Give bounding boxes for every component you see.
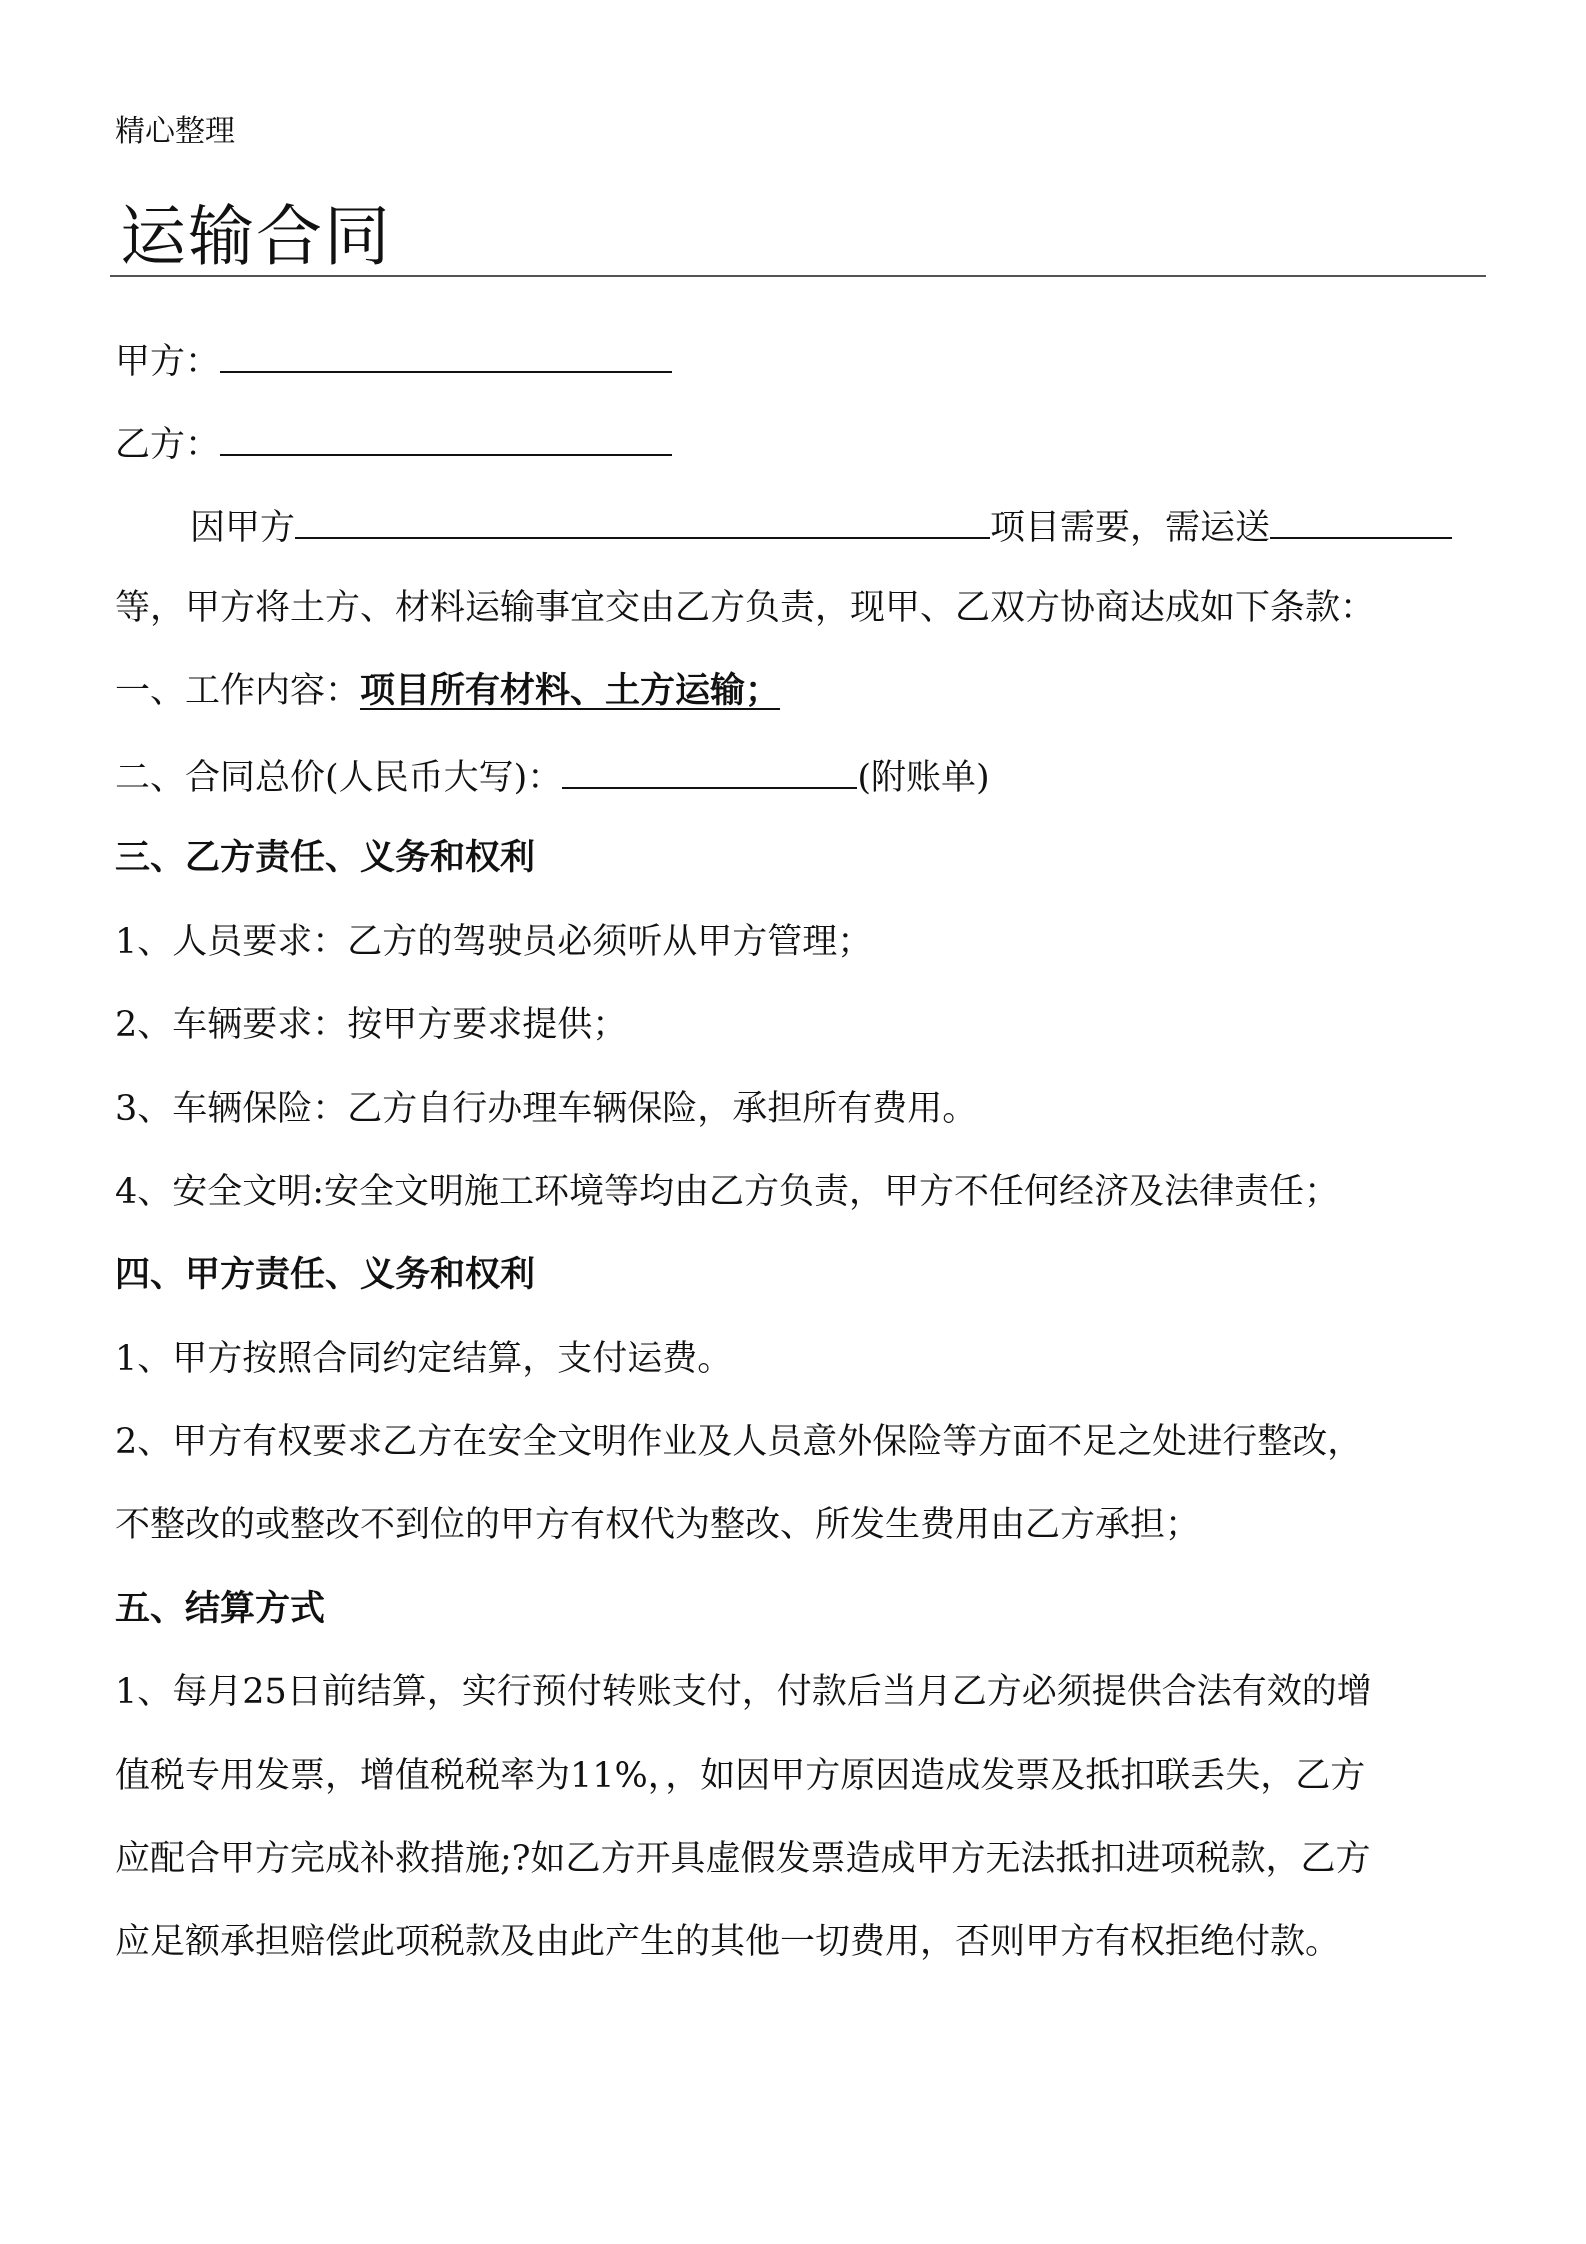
intro-line-1 <box>190 501 1452 552</box>
section5-heading: 五、结算方式 <box>115 1588 326 1629</box>
section1-line <box>115 667 780 715</box>
section2-line <box>115 751 990 802</box>
section5-line-2: 值税专用发票，增值税税率为11%，，如因甲方原因造成发票及抵扣联丢失，乙方 <box>115 1756 1366 1796</box>
cargo-blank[interactable] <box>1270 501 1452 539</box>
party-a-label: 甲方： <box>115 342 221 382</box>
page-title: 运输合同 <box>120 198 392 275</box>
party-b-line <box>115 418 672 469</box>
total-price-blank[interactable] <box>562 751 857 789</box>
section3-item-4: 4、安全文明:安全文明施工环境等均由乙方负责，甲方不任何经济及法律责任； <box>115 1172 1340 1212</box>
section5-line-4: 应足额承担赔偿此项税款及由此产生的其他一切费用，否则甲方有权拒绝付款。 <box>115 1922 1341 1962</box>
section4-heading: 四、甲方责任、义务和权利 <box>115 1254 536 1295</box>
intro-part1: 因甲方 <box>190 508 296 548</box>
section1-value: 项目所有材料、土方运输； <box>360 670 781 711</box>
section5-line-1: 1、每月25日前结算，实行预付转账支付，付款后当月乙方必须提供合法有效的增 <box>115 1672 1372 1712</box>
section3-item-2: 2、车辆要求：按甲方要求提供； <box>115 1005 628 1045</box>
section3-item-3: 3、车辆保险：乙方自行办理车辆保险，承担所有费用。 <box>115 1089 978 1129</box>
section4-item-2-cont: 不整改的或整改不到位的甲方有权代为整改、所发生费用由乙方承担； <box>115 1505 1201 1545</box>
section3-heading: 三、乙方责任、义务和权利 <box>115 837 536 878</box>
party-b-blank[interactable] <box>220 418 672 456</box>
party-a-blank[interactable] <box>220 335 672 373</box>
section4-item-1: 1、甲方按照合同约定结算，支付运费。 <box>115 1339 733 1379</box>
header-note: 精心整理 <box>115 114 235 149</box>
intro-part2: 项目需要，需运送 <box>990 508 1271 548</box>
section1-label: 一、工作内容： <box>115 671 361 711</box>
section2-label: 二、合同总价(人民币大写)： <box>115 758 563 798</box>
project-name-blank[interactable] <box>295 501 990 539</box>
party-a-line <box>115 335 672 386</box>
section5-line-3: 应配合甲方完成补救措施;?如乙方开具虚假发票造成甲方无法抵扣进项税款，乙方 <box>115 1839 1371 1879</box>
section4-item-2: 2、甲方有权要求乙方在安全文明作业及人员意外保险等方面不足之处进行整改， <box>115 1422 1363 1462</box>
intro-line-2: 等，甲方将土方、材料运输事宜交由乙方负责，现甲、乙双方协商达成如下条款： <box>115 588 1376 628</box>
section3-item-1: 1、人员要求：乙方的驾驶员必须听从甲方管理； <box>115 922 873 962</box>
section2-suffix: (附账单) <box>857 758 990 798</box>
title-divider <box>110 275 1486 277</box>
party-b-label: 乙方： <box>115 425 221 465</box>
